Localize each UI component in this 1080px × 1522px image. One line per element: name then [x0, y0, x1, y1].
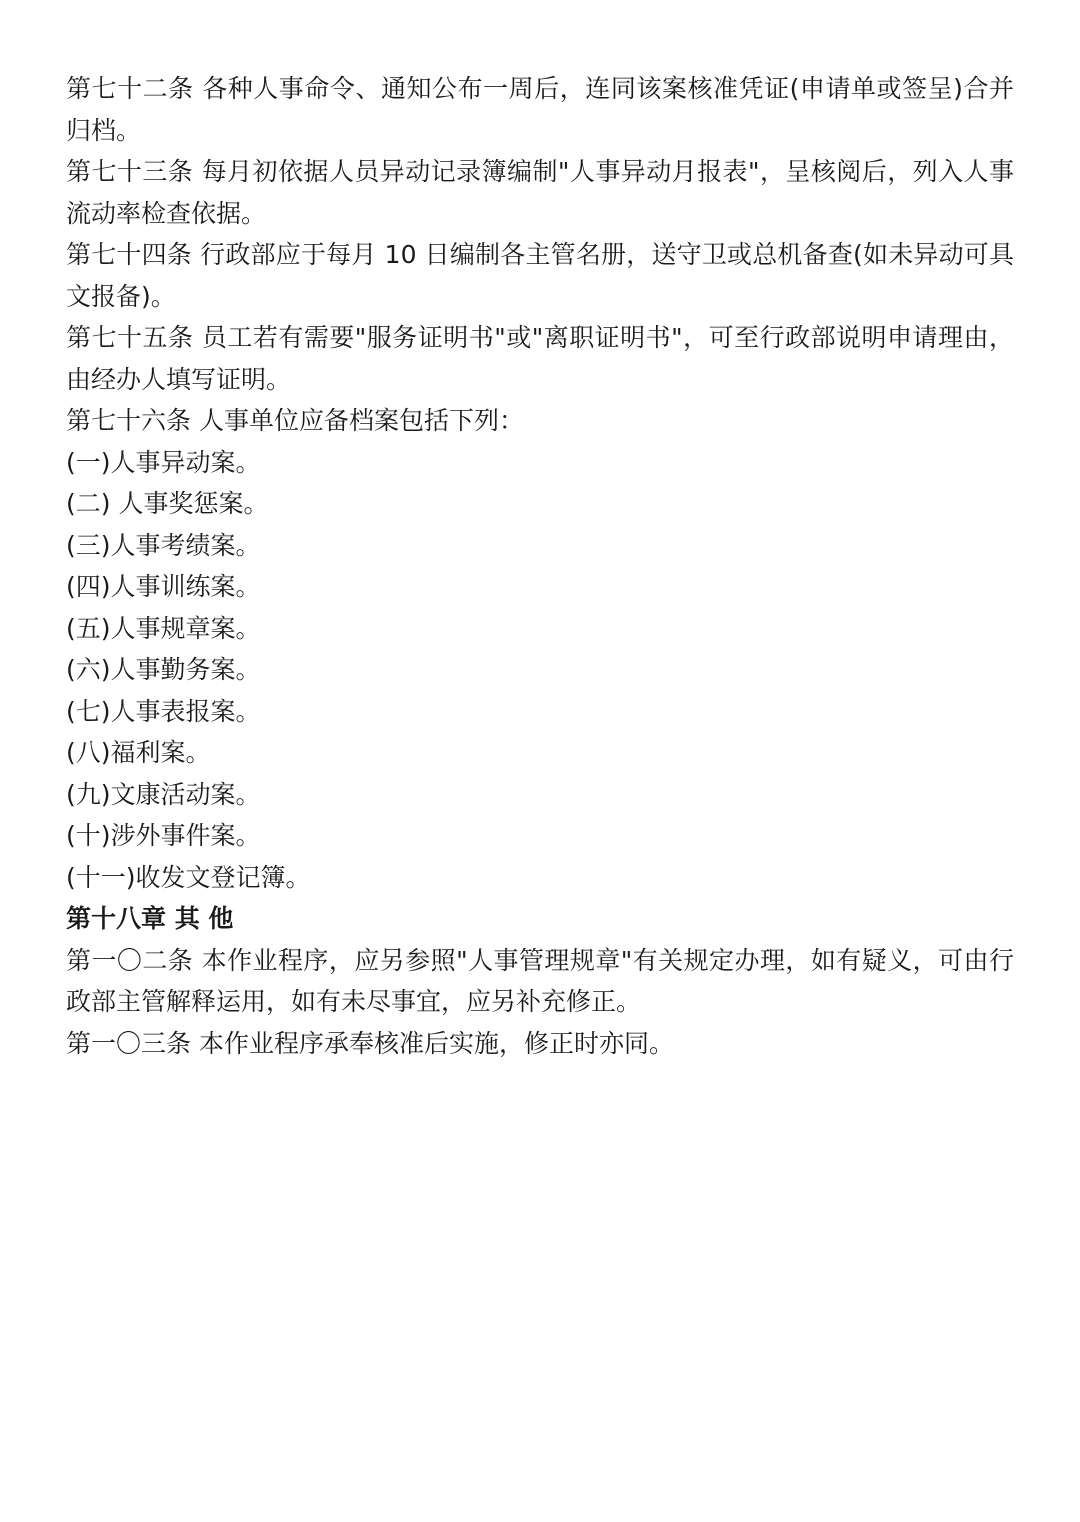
text-line: 文报备)。	[66, 281, 176, 311]
text-line: (八)福利案。	[66, 738, 211, 767]
paragraph	[66, 1023, 1014, 1065]
text-line: (六)人事勤务案。	[66, 655, 261, 684]
text-line: (九)文康活动案。	[66, 779, 261, 809]
text-line: (五)人事规章案。	[66, 613, 261, 643]
text-line: 流动率检查依据。	[66, 198, 267, 228]
text-line: 第七十五条 员工若有需要"服务证明书"或"离职证明书"，可至行政部说明申请理由，	[66, 323, 1014, 352]
text-line: (一)人事异动案。	[66, 447, 261, 477]
text-line: (四)人事训练案。	[66, 572, 261, 601]
paragraph	[66, 774, 1014, 816]
text-line: (三)人事考绩案。	[66, 530, 261, 560]
paragraph	[66, 649, 1014, 691]
paragraph	[66, 234, 1014, 317]
document-body	[66, 68, 1014, 1064]
text-line: 第七十三条 每月初依据人员异动记录簿编制"人事异动月报表"，呈核阅后，列入人事	[66, 157, 1014, 186]
chapter-heading	[66, 898, 1014, 940]
paragraph-list	[66, 68, 1014, 1064]
paragraph	[66, 151, 1014, 234]
text-line: 归档。	[66, 115, 142, 145]
text-line: 第十八章 其 他	[66, 904, 234, 933]
paragraph	[66, 483, 1014, 525]
text-line: 第七十六条 人事单位应备档案包括下列：	[66, 406, 524, 435]
text-line: 第一〇三条 本作业程序承奉核准后实施，修正时亦同。	[66, 1028, 674, 1058]
paragraph	[66, 691, 1014, 733]
paragraph	[66, 525, 1014, 567]
paragraph	[66, 317, 1014, 400]
text-line: 第一〇二条 本作业程序，应另参照"人事管理规章"有关规定办理，如有疑义，可由行	[66, 945, 1014, 975]
paragraph	[66, 442, 1014, 484]
paragraph	[66, 732, 1014, 774]
paragraph	[66, 566, 1014, 608]
paragraph	[66, 608, 1014, 650]
text-line: 第七十二条 各种人事命令、通知公布一周后，连同该案核准凭证(申请单或签呈)合并	[66, 74, 1014, 103]
text-line: (二) 人事奖惩案。	[66, 489, 269, 518]
text-line: (十一)收发文登记簿。	[66, 862, 311, 892]
text-line: 由经办人填写证明。	[66, 364, 292, 394]
text-line: (七)人事表报案。	[66, 696, 261, 726]
paragraph	[66, 940, 1014, 1023]
paragraph	[66, 815, 1014, 857]
paragraph	[66, 68, 1014, 151]
text-line: 政部主管解释运用，如有未尽事宜，应另补充修正。	[66, 987, 642, 1016]
text-line: 第七十四条 行政部应于每月 10 日编制各主管名册，送守卫或总机备查(如未异动可具	[66, 240, 1014, 269]
paragraph	[66, 857, 1014, 899]
text-line: (十)涉外事件案。	[66, 821, 261, 850]
paragraph	[66, 400, 1014, 442]
